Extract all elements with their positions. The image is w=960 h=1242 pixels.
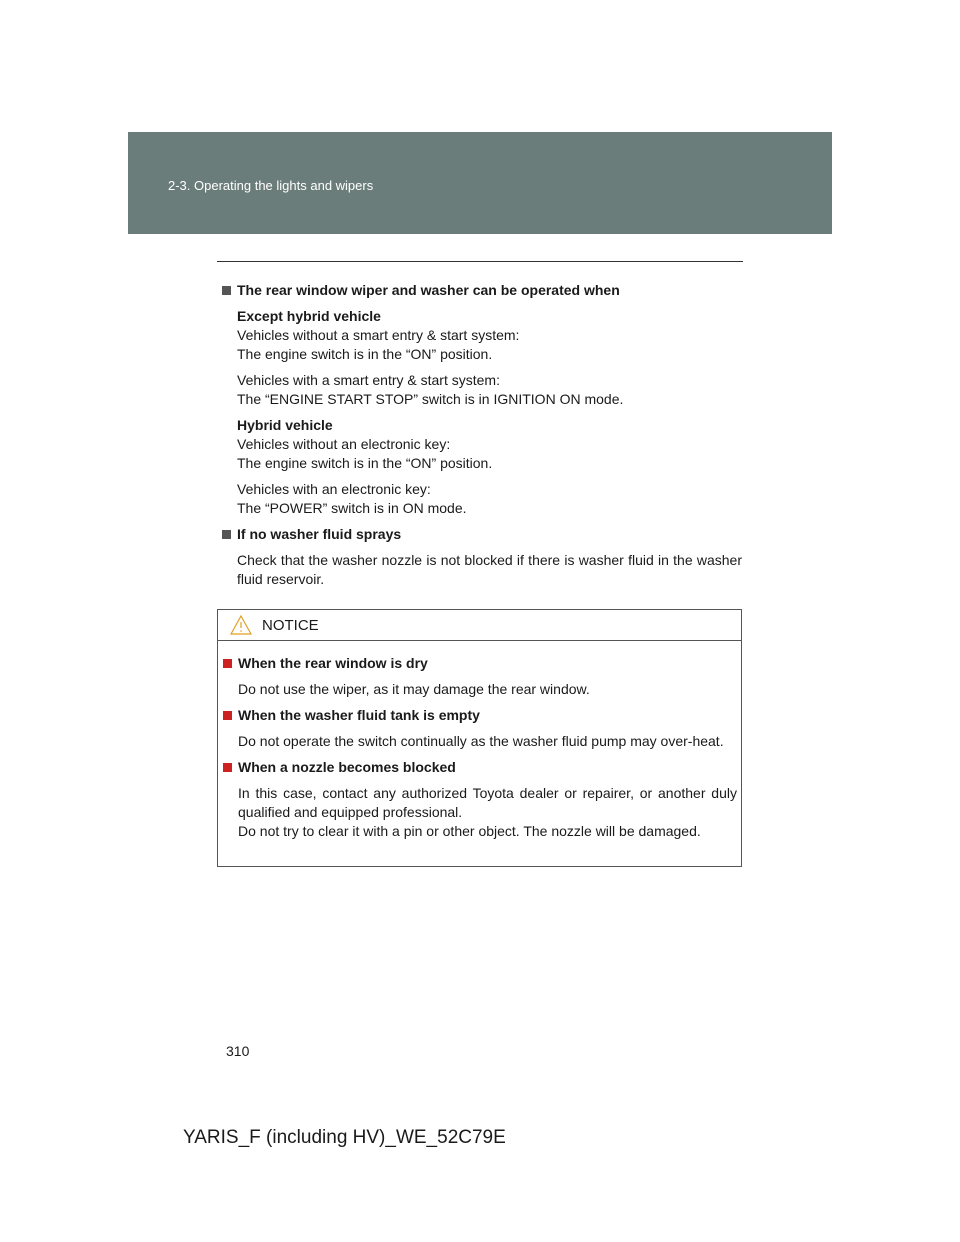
notice-item-text: Do not try to clear it with a pin or other object. The nozzle will be damaged.	[238, 823, 701, 839]
notice-item-text: Do not operate the switch continually as the washer fluid pump may over-heat.	[238, 733, 724, 749]
notice-box	[217, 609, 742, 867]
no-spray-heading	[222, 525, 742, 544]
except-hybrid-line2: The engine switch is in the “ON” position.	[237, 346, 493, 362]
ekey-line2: The “POWER” switch is in ON mode.	[237, 500, 467, 516]
notice-item-text: In this case, contact any authorized Toyota dealer or repairer, or another duly qualified and equipped professional.	[238, 785, 737, 820]
document-code: YARIS_F (including HV)_WE_52C79E	[183, 1127, 506, 1148]
smart-entry-line2: The “ENGINE START STOP” switch is in IGNITION ON mode.	[237, 391, 624, 407]
section-title: 2-3. Operating the lights and wipers	[168, 178, 374, 193]
bullet-square-icon	[223, 711, 232, 720]
notice-header	[218, 610, 741, 641]
notice-item-text: Do not use the wiper, as it may damage the rear window.	[238, 681, 590, 697]
notice-title: NOTICE	[262, 616, 319, 634]
notice-item-heading	[223, 706, 737, 725]
page-number: 310	[226, 1043, 250, 1059]
hybrid-line1: Vehicles without an electronic key:	[237, 436, 451, 452]
hybrid-label: Hybrid vehicle	[237, 417, 333, 433]
smart-entry-line1: Vehicles with a smart entry & start system:	[237, 372, 500, 388]
ekey-line1: Vehicles with an electronic key:	[237, 481, 431, 497]
bullet-square-icon	[222, 286, 231, 295]
warning-triangle-icon	[230, 615, 252, 635]
except-hybrid-label: Except hybrid vehicle	[237, 308, 381, 324]
notice-item-heading	[223, 758, 737, 777]
notice-body	[218, 641, 741, 841]
bullet-square-icon	[223, 659, 232, 668]
main-content	[222, 281, 742, 589]
notice-item-heading-text: When the washer fluid tank is empty	[238, 707, 480, 723]
section-header-band	[128, 132, 832, 234]
no-spray-heading-text: If no washer fluid sprays	[237, 526, 402, 542]
notice-item-heading-text: When a nozzle becomes blocked	[238, 759, 456, 775]
bullet-square-icon	[222, 530, 231, 539]
notice-item-heading-text: When the rear window is dry	[238, 655, 428, 671]
notice-item-heading	[223, 654, 737, 673]
except-hybrid-line1: Vehicles without a smart entry & start system:	[237, 327, 520, 343]
rear-wiper-heading-text: The rear window wiper and washer can be operated when	[237, 282, 620, 298]
no-spray-text: Check that the washer nozzle is not blocked if there is washer fluid in the washer fluid reservoir.	[237, 552, 742, 587]
section-divider	[217, 261, 743, 262]
bullet-square-icon	[223, 763, 232, 772]
rear-wiper-heading	[222, 281, 742, 300]
hybrid-line2: The engine switch is in the “ON” position.	[237, 455, 493, 471]
